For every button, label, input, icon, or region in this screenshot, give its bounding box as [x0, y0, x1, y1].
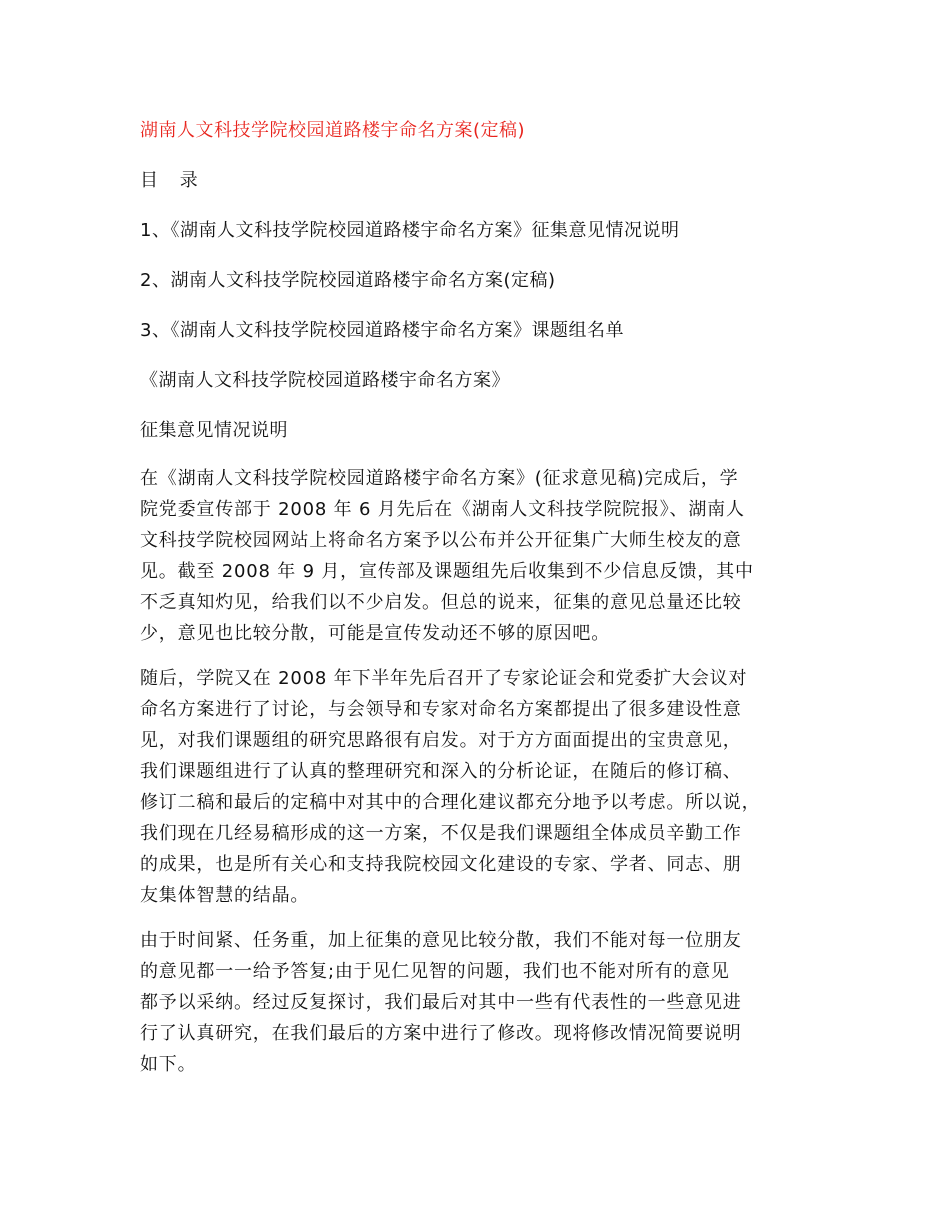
paragraph-line: 的成果，也是所有关心和支持我院校园文化建设的专家、学者、同志、朋: [140, 854, 742, 875]
toc-item-2: 2、湖南人文科技学院校园道路楼宇命名方案(定稿): [140, 270, 556, 291]
paragraph-line: 的意见都一一给予答复;由于见仁见智的问题，我们也不能对所有的意见: [140, 961, 730, 982]
section-title-line2: 征集意见情况说明: [140, 420, 288, 441]
paragraph-line: 随后，学院又在 2008 年下半年先后召开了专家论证会和党委扩大会议对: [140, 668, 748, 689]
paragraph-line: 修订二稿和最后的定稿中对其中的合理化建议都充分地予以考虑。所以说，: [140, 792, 761, 813]
toc-item-3: 3、《湖南人文科技学院校园道路楼宇命名方案》课题组名单: [140, 320, 624, 341]
paragraph-line: 如下。: [140, 1054, 197, 1075]
paragraph-line: 少，意见也比较分散，可能是宣传发动还不够的原因吧。: [140, 623, 610, 644]
paragraph-line: 都予以采纳。经过反复探讨，我们最后对其中一些有代表性的一些意见进: [140, 992, 742, 1013]
paragraph-3: [140, 925, 830, 1080]
paragraph-line: 由于时间紧、任务重，加上征集的意见比较分散，我们不能对每一位朋友: [140, 930, 742, 951]
document-title: 湖南人文科技学院校园道路楼宇命名方案(定稿): [140, 120, 526, 141]
paragraph-line: 院党委宣传部于 2008 年 6 月先后在《湖南人文科技学院院报》、湖南人: [140, 499, 745, 520]
toc-item-1: 1、《湖南人文科技学院校园道路楼宇命名方案》征集意见情况说明: [140, 220, 680, 241]
toc-heading: 目 录: [140, 170, 206, 191]
paragraph-line: 在《湖南人文科技学院校园道路楼宇命名方案》(征求意见稿)完成后，学: [140, 468, 739, 489]
paragraph-1: [140, 463, 830, 649]
paragraph-line: 文科技学院校园网站上将命名方案予以公布并公开征集广大师生校友的意: [140, 530, 742, 551]
paragraph-line: 命名方案进行了讨论，与会领导和专家对命名方案都提出了很多建设性意: [140, 699, 742, 720]
paragraph-line: 我们课题组进行了认真的整理研究和深入的分析论证，在随后的修订稿、: [140, 761, 742, 782]
paragraph-line: 见。截至 2008 年 9 月，宣传部及课题组先后收集到不少信息反馈，其中: [140, 561, 754, 582]
paragraph-line: 我们现在几经易稿形成的这一方案，不仅是我们课题组全体成员辛勤工作: [140, 823, 742, 844]
paragraph-line: 不乏真知灼见，给我们以不少启发。但总的说来，征集的意见总量还比较: [140, 592, 742, 613]
paragraph-line: 友集体智慧的结晶。: [140, 885, 310, 906]
paragraph-2: [140, 663, 830, 911]
paragraph-line: 见，对我们课题组的研究思路很有启发。对于方方面面提出的宝贵意见，: [140, 730, 742, 751]
document-page: [140, 113, 830, 1094]
section-title-line1: 《湖南人文科技学院校园道路楼宇命名方案》: [140, 370, 510, 391]
paragraph-line: 行了认真研究，在我们最后的方案中进行了修改。现将修改情况简要说明: [140, 1023, 742, 1044]
